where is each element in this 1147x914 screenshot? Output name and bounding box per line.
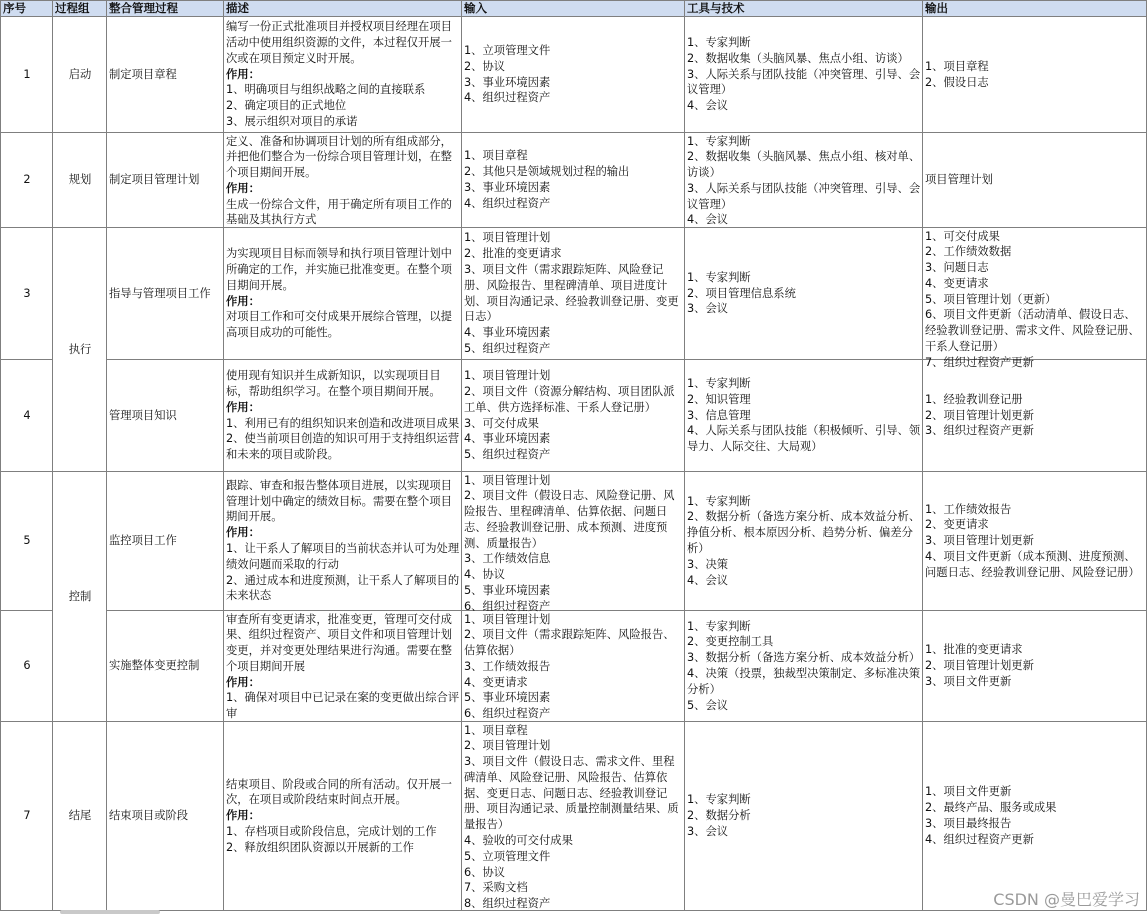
inputs-cell-line: 2、项目管理计划 xyxy=(464,739,551,753)
description-cell-line: 1、利用已有的组织知识来创造和改进项目成果 xyxy=(226,416,460,430)
outputs-cell-line: 1、批准的变更请求 xyxy=(925,643,1023,657)
inputs-cell-line: 5、事业环境因素 xyxy=(464,584,551,598)
outputs-cell-line: 2、工作绩效数据 xyxy=(925,245,1012,259)
inputs-cell-line: 2、批准的变更请求 xyxy=(464,247,562,261)
description-cell-line: 1、存档项目或阶段信息，完成计划的工作 xyxy=(226,824,437,838)
inputs-cell-line: 4、组织过程资产 xyxy=(464,91,551,105)
tools-cell xyxy=(685,360,923,472)
process-name: 管理项目知识 xyxy=(107,360,224,472)
description-cell-line: 2、释放组织团队资源以开展新的工作 xyxy=(226,840,414,854)
inputs-cell-line: 3、工作绩效信息 xyxy=(464,552,551,566)
process-name: 实施整体变更控制 xyxy=(107,611,224,722)
inputs-cell-line: 3、项目文件（需求跟踪矩阵、风险登记册、风险报告、里程碑清单、项目进度计划、项目沟通记录、经验教训登记册、变更日志） xyxy=(464,262,679,324)
description-cell xyxy=(224,722,462,911)
description-cell-line: 1、确保对项目中已记录在案的变更做出综合评审 xyxy=(226,691,460,721)
description-cell-line: 为实现项目目标而领导和执行项目管理计划中所确定的工作，并实施已批准变更。在整个项目期间开展。 xyxy=(226,247,452,292)
tools-cell-line: 1、专家判断 xyxy=(687,36,751,49)
tools-cell-line: 4、决策（投票，独裁型决策制定、多标准决策分析） xyxy=(687,667,921,696)
inputs-cell xyxy=(462,611,685,722)
description-cell-line: 2、使当前项目创造的知识可用于支持组织运营和未来的项目或阶段。 xyxy=(226,432,460,462)
description-cell-line: 生成一份综合文件，用于确定所有项目工作的基础及其执行方式 xyxy=(226,197,452,227)
inputs-cell-line: 7、采购文档 xyxy=(464,881,528,895)
inputs-cell-line: 1、项目章程 xyxy=(464,149,528,163)
outputs-cell-line: 1、项目章程 xyxy=(925,59,989,73)
outputs-cell xyxy=(923,133,1147,228)
description-cell-line: 对项目工作和可交付成果开展综合管理，以提高项目成功的可能性。 xyxy=(226,310,452,340)
description-cell-line: 审查所有变更请求，批准变更，管理可交付成果、组织过程资产、项目文件和项目管理计划变更，并对变更处理结果进行沟通。需要在整个项目期间开展 xyxy=(226,612,452,673)
header-tools: 工具与技术 xyxy=(685,1,923,17)
tools-cell-line: 3、人际关系与团队技能（冲突管理、引导、会议管理） xyxy=(687,67,921,97)
inputs-cell-line: 3、事业环境因素 xyxy=(464,181,551,194)
inputs-cell-line: 3、工作绩效报告 xyxy=(464,659,551,673)
outputs-cell-line: 3、组织过程资产更新 xyxy=(925,424,1034,438)
tools-cell xyxy=(685,17,923,133)
outputs-cell-line: 1、可交付成果 xyxy=(925,229,1000,243)
inputs-cell-line: 5、组织过程资产 xyxy=(464,341,551,355)
table-row xyxy=(1,17,1147,133)
tools-cell-line: 1、专家判断 xyxy=(687,134,751,148)
outputs-cell-line: 2、项目管理计划更新 xyxy=(925,408,1034,422)
description-cell-line: 作用： xyxy=(226,67,260,81)
process-name: 监控项目工作 xyxy=(107,472,224,611)
inputs-cell-line: 4、事业环境因素 xyxy=(464,432,551,446)
inputs-cell-line: 1、项目管理计划 xyxy=(464,369,551,383)
description-cell-line: 3、展示组织对项目的承诺 xyxy=(226,114,358,128)
header-group: 过程组 xyxy=(53,1,107,17)
description-cell-line: 作用： xyxy=(226,809,260,823)
inputs-cell-line: 1、项目管理计划 xyxy=(464,231,551,245)
description-cell-line: 作用： xyxy=(226,400,260,414)
tools-cell xyxy=(685,611,923,722)
description-cell-line: 2、确定项目的正式地位 xyxy=(226,99,347,113)
tools-cell-line: 3、信息管理 xyxy=(687,408,751,422)
inputs-cell-line: 4、变更请求 xyxy=(464,675,528,689)
row-number: 2 xyxy=(1,133,53,228)
outputs-cell xyxy=(923,17,1147,133)
tools-cell-line: 3、决策 xyxy=(687,557,729,571)
outputs-cell-line: 3、项目最终报告 xyxy=(925,817,1012,830)
description-cell-line: 2、通过成本和进度预测，让干系人了解项目的未来状态 xyxy=(226,573,460,603)
inputs-cell-line: 4、协议 xyxy=(464,568,506,582)
tools-cell-line: 5、会议 xyxy=(687,698,729,712)
inputs-cell-line: 6、组织过程资产 xyxy=(464,707,551,721)
tools-cell-line: 4、会议 xyxy=(687,573,729,587)
tools-cell-line: 1、专家判断 xyxy=(687,377,751,390)
process-group: 执行 xyxy=(53,228,107,472)
outputs-cell-line: 7、组织过程资产更新 xyxy=(925,355,1034,369)
description-cell xyxy=(224,133,462,228)
tools-cell-line: 1、专家判断 xyxy=(687,494,751,508)
tools-cell xyxy=(685,228,923,360)
inputs-cell xyxy=(462,228,685,360)
outputs-cell-line: 2、最终产品、服务或成果 xyxy=(925,801,1057,815)
description-cell-line: 1、让干系人了解项目的当前状态并认可为处理绩效问题而采取的行动 xyxy=(226,542,460,571)
outputs-cell xyxy=(923,722,1147,911)
inputs-cell-line: 2、项目文件（假设日志、风险登记册、风险报告、里程碑清单、估算依据、问题日志、经验教训登记册、成本预测、进度预测、质量报告） xyxy=(464,489,675,550)
tools-cell-line: 4、人际关系与团队技能（积极倾听、引导、领导力、人际交往、大局观） xyxy=(687,424,921,454)
row-number: 4 xyxy=(1,360,53,472)
outputs-cell xyxy=(923,228,1147,369)
tools-cell-line: 2、数据分析（备选方案分析、成本效益分析、挣值分析、根本原因分析、趋势分析、偏差分析） xyxy=(687,510,921,555)
outputs-cell-line: 2、假设日志 xyxy=(925,75,989,89)
outputs-cell-line: 1、项目文件更新 xyxy=(925,785,1012,799)
outputs-cell-line: 4、变更请求 xyxy=(925,276,989,290)
tools-cell-line: 3、人际关系与团队技能（冲突管理、引导、会议管理） xyxy=(687,181,921,211)
inputs-cell-line: 2、项目文件（需求跟踪矩阵、风险报告、估算依据） xyxy=(464,628,675,658)
inputs-cell-line: 3、可交付成果 xyxy=(464,416,539,430)
tools-cell-line: 1、专家判断 xyxy=(687,619,751,633)
watermark: CSDN @曼巴爱学习 xyxy=(993,890,1140,909)
process-name: 指导与管理项目工作 xyxy=(107,228,224,360)
description-cell xyxy=(224,360,462,472)
inputs-cell-line: 1、项目章程 xyxy=(464,723,528,737)
outputs-cell-line: 2、变更请求 xyxy=(925,518,989,532)
outputs-cell-line: 4、组织过程资产更新 xyxy=(925,832,1034,846)
tools-cell-line: 3、会议 xyxy=(687,302,729,316)
outputs-cell-line: 1、工作绩效报告 xyxy=(925,502,1012,516)
inputs-cell xyxy=(462,472,685,611)
header-description: 描述 xyxy=(224,1,462,17)
outputs-cell-line: 项目管理计划 xyxy=(925,173,993,187)
inputs-cell-line: 6、协议 xyxy=(464,865,506,879)
outputs-cell xyxy=(923,360,1147,472)
row-number: 6 xyxy=(1,611,53,722)
process-group: 结尾 xyxy=(53,722,107,911)
outputs-cell xyxy=(923,611,1147,722)
outputs-cell-line: 3、项目文件更新 xyxy=(925,674,1012,688)
outputs-cell-line: 6、项目文件更新（活动清单、假设日志、经验教训登记册、需求文件、风险登记册、干系人登记册） xyxy=(925,308,1140,354)
tools-cell xyxy=(685,472,923,611)
inputs-cell-line: 1、项目管理计划 xyxy=(464,473,551,487)
table-row xyxy=(1,133,1147,228)
tools-cell-line: 2、知识管理 xyxy=(687,392,751,406)
description-cell-line: 作用： xyxy=(226,294,260,308)
tools-cell-line: 4、会议 xyxy=(687,213,729,227)
inputs-cell-line: 8、组织过程资产 xyxy=(464,897,551,911)
description-cell xyxy=(224,611,462,722)
outputs-cell-line: 1、经验教训登记册 xyxy=(925,392,1023,406)
inputs-cell xyxy=(462,17,685,133)
tools-cell xyxy=(685,722,923,911)
inputs-cell-line: 1、项目管理计划 xyxy=(464,612,551,626)
inputs-cell xyxy=(462,133,685,228)
header-row xyxy=(1,1,1147,17)
outputs-cell-line: 3、项目管理计划更新 xyxy=(925,534,1034,548)
process-group: 启动 xyxy=(53,17,107,133)
description-cell-line: 作用： xyxy=(226,181,260,195)
inputs-cell-line: 3、项目文件（假设日志、需求文件、里程碑清单、风险登记册、风险报告、估算依据、变更日志、问题日志、经验教训登记册、项目沟通记录、质量控制测量结果、质量报告） xyxy=(464,755,679,832)
description-cell-line: 作用： xyxy=(226,526,260,540)
inputs-cell-line: 5、事业环境因素 xyxy=(464,691,551,705)
tools-cell-line: 2、数据分析 xyxy=(687,809,751,823)
description-cell xyxy=(224,228,462,360)
inputs-cell-line: 2、协议 xyxy=(464,59,506,73)
table-row xyxy=(1,722,1147,911)
tools-cell-line: 2、数据收集（头脑风暴、焦点小组、核对单、访谈） xyxy=(687,150,921,180)
tools-cell-line: 2、数据收集（头脑风暴、焦点小组、访谈） xyxy=(687,51,909,65)
table-row xyxy=(1,228,1147,360)
row-number: 3 xyxy=(1,228,53,360)
row-number: 7 xyxy=(1,722,53,911)
row-number: 5 xyxy=(1,472,53,611)
tools-cell xyxy=(685,133,923,228)
tools-cell-line: 2、项目管理信息系统 xyxy=(687,286,796,300)
outputs-cell-line: 4、项目文件更新（成本预测、进度预测、问题日志、经验教训登记册、风险登记册） xyxy=(925,549,1140,579)
process-name: 制定项目章程 xyxy=(107,17,224,133)
inputs-cell-line: 3、事业环境因素 xyxy=(464,75,551,89)
description-cell-line: 作用： xyxy=(226,675,260,689)
description-cell xyxy=(224,17,462,133)
inputs-cell-line: 6、组织过程资产 xyxy=(464,599,551,613)
inputs-cell-line: 5、组织过程资产 xyxy=(464,448,551,462)
inputs-cell-line: 2、项目文件（资源分解结构、项目团队派工单、供方选择标准、干系人登记册） xyxy=(464,384,675,414)
inputs-cell xyxy=(462,722,685,911)
outputs-cell xyxy=(923,472,1147,611)
description-cell xyxy=(224,472,462,611)
process-name: 制定项目管理计划 xyxy=(107,133,224,228)
header-inputs: 输入 xyxy=(462,1,685,17)
horizontal-scrollbar[interactable] xyxy=(60,910,160,914)
header-outputs: 输出 xyxy=(923,1,1147,17)
inputs-cell-line: 5、立项管理文件 xyxy=(464,849,551,863)
inputs-cell-line: 2、其他只是领域规划过程的输出 xyxy=(464,165,630,179)
inputs-cell xyxy=(462,360,685,472)
tools-cell-line: 1、专家判断 xyxy=(687,793,751,807)
table-row xyxy=(1,360,1147,472)
description-cell-line: 编写一份正式批准项目并授权项目经理在项目活动中使用组织资源的文件，本过程仅开展一次或在项目预定义时开展。 xyxy=(226,20,452,65)
description-cell-line: 结束项目、阶段或合同的所有活动。仅开展一次，在项目或阶段结束时间点开展。 xyxy=(226,777,452,807)
tools-cell-line: 3、数据分析（备选方案分析、成本效益分析） xyxy=(687,651,921,665)
process-name: 结束项目或阶段 xyxy=(107,722,224,911)
header-process: 整合管理过程 xyxy=(107,1,224,17)
table-row xyxy=(1,611,1147,722)
inputs-cell-line: 4、验收的可交付成果 xyxy=(464,834,573,848)
description-cell-line: 1、明确项目与组织战略之间的直接联系 xyxy=(226,83,426,97)
inputs-cell-line: 4、组织过程资产 xyxy=(464,196,551,210)
tools-cell-line: 4、会议 xyxy=(687,99,729,113)
process-group: 控制 xyxy=(53,472,107,722)
outputs-cell-line: 2、项目管理计划更新 xyxy=(925,659,1034,673)
description-cell-line: 定义、准备和协调项目计划的所有组成部分，并把他们整合为一份综合项目管理计划，在整个项目期间开展。 xyxy=(226,134,452,180)
inputs-cell-line: 4、事业环境因素 xyxy=(464,326,551,340)
header-no: 序号 xyxy=(1,1,53,17)
inputs-cell-line: 1、立项管理文件 xyxy=(464,43,551,57)
description-cell-line: 使用现有知识并生成新知识，以实现项目目标，帮助组织学习。在整个项目期间开展。 xyxy=(226,369,441,398)
process-group: 规划 xyxy=(53,133,107,228)
row-number: 1 xyxy=(1,17,53,133)
description-cell-line: 跟踪、审查和报告整体项目进展，以实现项目管理计划中确定的绩效目标。需要在整个项目期间开展。 xyxy=(226,478,452,524)
outputs-cell-line: 3、问题日志 xyxy=(925,261,989,275)
tools-cell-line: 3、会议 xyxy=(687,824,729,838)
table-row xyxy=(1,472,1147,611)
outputs-cell-line: 5、项目管理计划（更新） xyxy=(925,292,1057,306)
tools-cell-line: 2、变更控制工具 xyxy=(687,635,774,649)
tools-cell-line: 1、专家判断 xyxy=(687,270,751,284)
